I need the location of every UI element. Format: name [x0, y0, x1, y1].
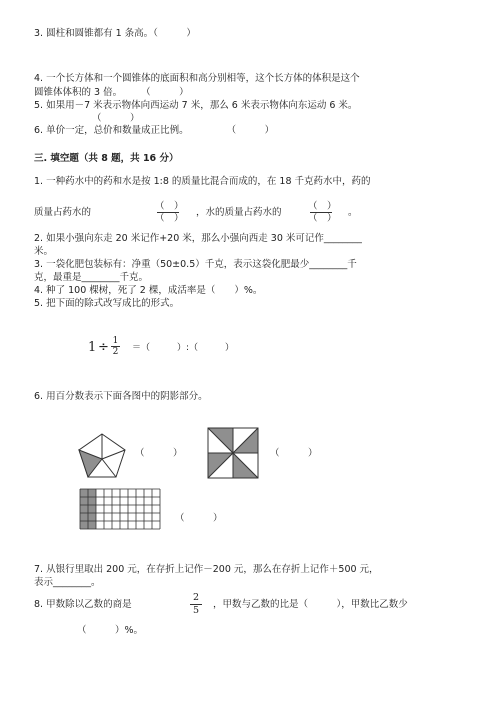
fraction-numerator: （ ） — [308, 201, 337, 212]
pentagon-figure — [77, 432, 127, 480]
fig2-answer-blank: （ ） — [270, 448, 318, 459]
pentagon-shaded-part — [79, 450, 102, 477]
q5-expr-fraction — [111, 336, 120, 357]
fill-q8-line2: （ ）%。 — [77, 625, 144, 636]
fill-q2-line1: 2. 如果小强向东走 20 米记作+20 米，那么小强向西走 30 米可记作________ — [34, 233, 362, 244]
fill-q8-prefix: 8. 甲数除以乙数的商是 — [34, 599, 132, 610]
judge-q4-line1: 4. 一个长方体和一个圆锥体的底面积和高分别相等，这个长方体的体积是这个 — [34, 73, 360, 84]
fraction-numerator: 2 — [192, 592, 200, 603]
fraction-denominator: （ ） — [308, 213, 337, 224]
q5-expr-whole: 1 — [88, 340, 97, 355]
fraction-numerator: 1 — [112, 336, 119, 346]
pentagon-divider — [102, 459, 116, 477]
judge-q5-line2: （ ） — [92, 113, 140, 124]
q5-expr-divide: ÷ — [98, 340, 109, 355]
fill-q7-line1: 7. 从银行里取出 200 元，在存折上记作－200 元，那么在存折上记作＋500 元， — [34, 564, 379, 575]
fill-q1-middle: ，水的质量占药水的 — [196, 207, 282, 218]
fill-q7-line2: 表示________。 — [34, 577, 101, 588]
section-title: 三. 填空题（共 8 题，共 16 分） — [34, 153, 179, 164]
fill-q3-line1: 3. 一袋化肥包装标有：净重（50±0.5）千克，表示这袋化肥最少________千 — [34, 259, 357, 270]
fraction-numerator: （ ） — [155, 201, 184, 212]
fill-q1-fraction-2 — [308, 201, 337, 224]
fig3-answer-blank: （ ） — [175, 513, 223, 524]
grid-figure — [80, 489, 160, 537]
fill-q5: 5. 把下面的除式改写成比的形式。 — [34, 298, 180, 309]
fill-q6: 6. 用百分数表示下面各图中的阴影部分。 — [34, 391, 208, 402]
judge-q3: 3. 圆柱和圆锥都有 1 条高。（ ） — [34, 28, 196, 39]
q8-fraction — [190, 592, 202, 617]
fill-q2-line2: 米。 — [34, 246, 54, 257]
square-figure — [208, 428, 258, 478]
fraction-denominator: （ ） — [155, 213, 184, 224]
fill-q1-line1: 1. 一种药水中的药和水是按 1:8 的质量比混合而成的，在 18 千克药水中，药的 — [34, 176, 371, 187]
fill-q4: 4. 种了 100 棵树，死了 2 棵，成活率是（ ）%。 — [34, 285, 263, 296]
judge-q4-line2: 圆锥体体积的 3 倍。 （ ） — [34, 87, 189, 98]
fill-q1-prefix: 质量占药水的 — [34, 207, 92, 218]
judge-q5-line1: 5. 如果用－7 米表示物体向西运动 7 米，那么 6 米表示物体向东运动 6 米。 — [34, 100, 358, 111]
fraction-denominator: 5 — [192, 605, 200, 616]
fill-q1-fraction-1 — [155, 201, 184, 224]
fraction-denominator: 2 — [112, 347, 119, 357]
fill-q1-end: 。 — [348, 207, 358, 218]
pentagon-divider — [102, 450, 125, 459]
fig1-answer-blank: （ ） — [135, 448, 183, 459]
q5-expr-rest: ＝（ ）:（ ） — [132, 343, 235, 353]
judge-q6: 6. 单价一定，总价和数量成正比例。 （ ） — [34, 125, 275, 136]
fill-q3-line2: 克，最重是________千克。 — [34, 272, 149, 283]
fill-q8-middle: ，甲数与乙数的比是（ ），甲数比乙数少 — [213, 599, 408, 610]
